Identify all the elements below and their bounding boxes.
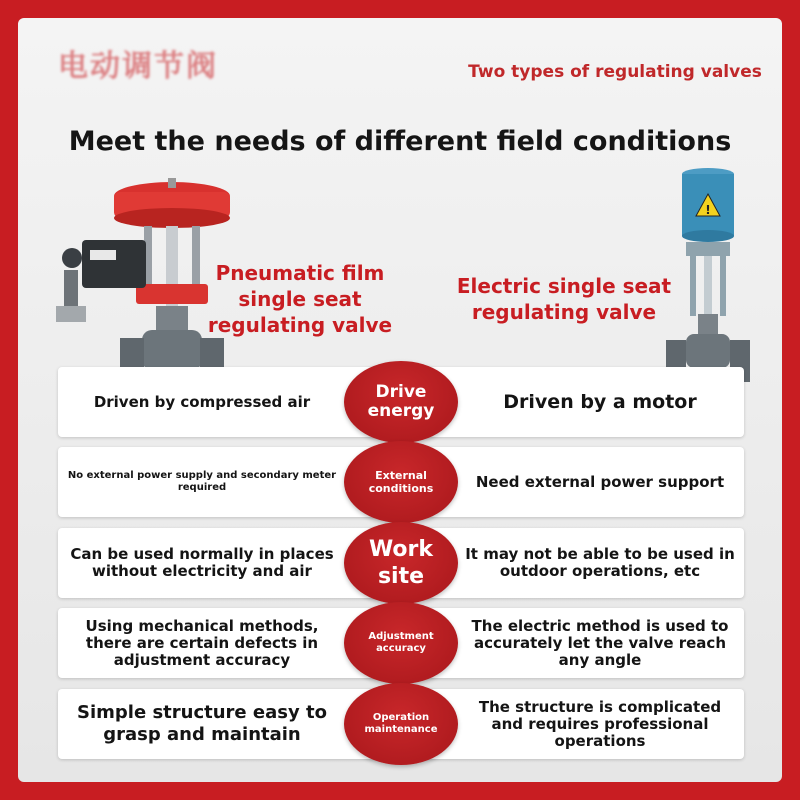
electric-valve-label: Electric single seat regulating valve xyxy=(456,274,672,324)
comparison-row-operation-maintenance xyxy=(58,689,744,759)
subtitle: Two types of regulating valves xyxy=(468,62,762,82)
pneumatic-cell: Simple structure easy to grasp and maintain xyxy=(77,702,327,745)
pneumatic-cell: Can be used normally in places without electricity and air xyxy=(70,545,334,580)
category-badge: Work site xyxy=(344,522,458,604)
comparison-row-external-conditions xyxy=(58,447,744,517)
electric-cell: The electric method is used to accurately let the valve reach any angle xyxy=(471,616,729,669)
category-badge: External conditions xyxy=(344,441,458,523)
category-badge: Drive energy xyxy=(344,361,458,443)
comparison-row-work-site xyxy=(58,528,744,598)
svg-text:!: ! xyxy=(705,203,711,217)
chinese-banner: 电动调节阀 xyxy=(58,49,218,84)
pneumatic-cell: No external power supply and secondary meter required xyxy=(67,470,337,493)
pneumatic-cell: Driven by compressed air xyxy=(93,393,311,411)
electric-cell: The structure is complicated and requires professional operations xyxy=(478,697,722,750)
category-badge: Operation maintenance xyxy=(344,683,458,765)
page-title: Meet the needs of different field conditions xyxy=(68,126,732,157)
comparison-row-drive-energy xyxy=(58,367,744,437)
electric-cell: It may not be able to be used in outdoor operations, etc xyxy=(465,545,735,580)
infographic-card xyxy=(18,18,782,782)
pneumatic-cell: Using mechanical methods, there are certain defects in adjustment accuracy xyxy=(85,616,319,669)
comparison-row-adjustment-accuracy xyxy=(58,608,744,678)
category-badge: Adjustment accuracy xyxy=(344,602,458,684)
electric-cell: Need external power support xyxy=(475,473,725,491)
pneumatic-valve-label: Pneumatic film single seat regulating valve xyxy=(207,261,393,337)
electric-cell: Driven by a motor xyxy=(503,391,697,413)
